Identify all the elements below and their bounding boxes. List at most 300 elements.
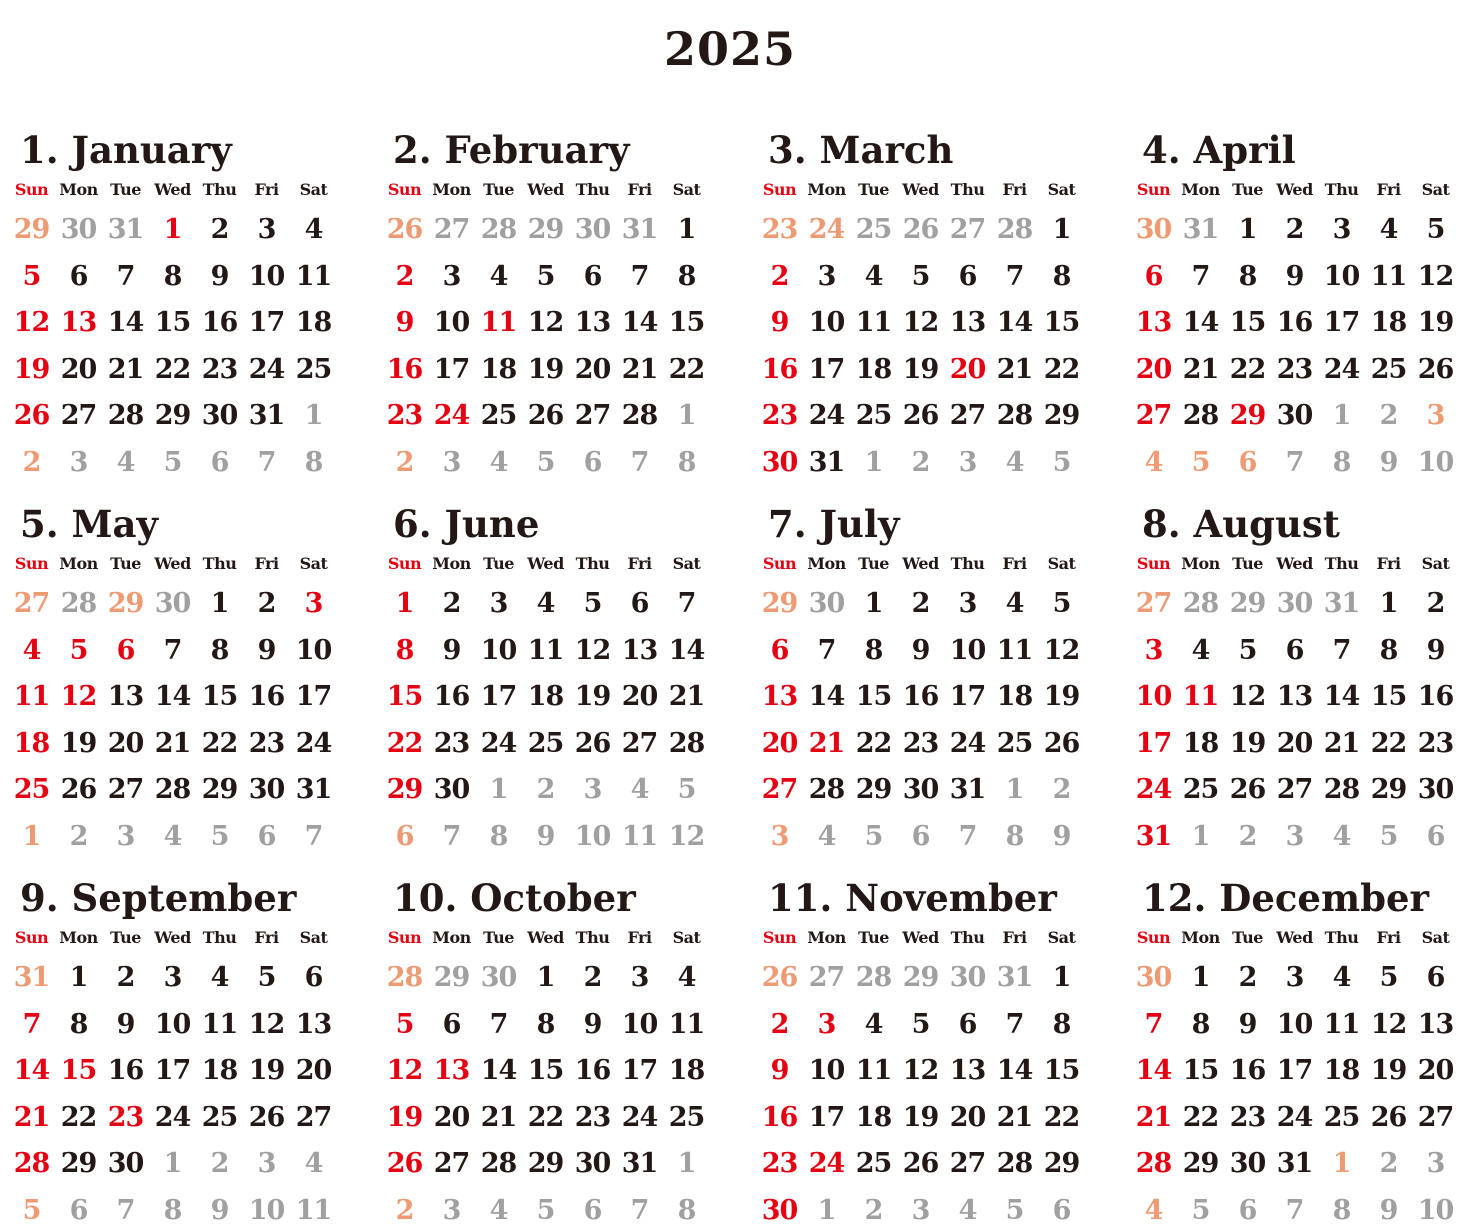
day-cell: 23 (1417, 727, 1454, 759)
day-cell: 19 (902, 1101, 939, 1133)
day-cell: 4 (1191, 634, 1210, 666)
day-cell: 10 (808, 1055, 845, 1086)
weekday-header (381, 554, 709, 573)
day-cell: 1 (304, 400, 323, 431)
day-cell: 14 (1135, 1055, 1172, 1086)
weekday-sun: Sun (1136, 554, 1171, 573)
day-cell: 6 (116, 634, 135, 666)
day-cell: 29 (154, 400, 191, 431)
day-cell: 8 (677, 1194, 696, 1226)
week-row (756, 724, 1084, 764)
day-cell: 27 (574, 400, 611, 431)
day-cell: 11 (295, 1194, 332, 1226)
day-cell: 7 (1005, 260, 1024, 292)
month-title: 4. April (1142, 128, 1296, 172)
day-cell: 5 (677, 774, 696, 805)
weekday-sat: Sat (1421, 180, 1450, 199)
weekday-sun: Sun (14, 928, 49, 947)
day-cell: 7 (1144, 1008, 1163, 1040)
day-cell: 18 (1182, 727, 1219, 759)
day-cell: 13 (1135, 307, 1172, 338)
weekday-wed: Wed (1276, 180, 1313, 199)
day-cell: 5 (536, 446, 555, 478)
day-cell: 9 (442, 634, 461, 666)
day-cell: 4 (489, 260, 508, 292)
day-cell: 9 (770, 307, 789, 338)
week-row (1130, 443, 1458, 483)
day-cell: 4 (1144, 1194, 1163, 1226)
day-cell: 14 (1182, 307, 1219, 338)
weekday-sat: Sat (1421, 928, 1450, 947)
day-cell: 15 (1043, 307, 1080, 338)
weekday-sun: Sun (387, 554, 422, 573)
day-cell: 31 (1323, 588, 1360, 619)
day-cell: 3 (163, 962, 182, 993)
day-cell: 7 (677, 588, 696, 619)
day-cell: 22 (1229, 353, 1266, 385)
week-row (8, 677, 336, 717)
day-cell: 2 (116, 962, 135, 993)
day-cell: 30 (107, 1148, 144, 1179)
day-cell: 26 (527, 400, 564, 431)
month-title: 5. May (20, 502, 158, 546)
day-cell: 29 (761, 588, 798, 619)
day-cell: 31 (621, 214, 658, 245)
weekday-tue: Tue (483, 180, 514, 199)
day-cell: 9 (770, 1055, 789, 1086)
day-cell: 18 (1370, 307, 1407, 338)
day-cell: 20 (761, 727, 798, 759)
day-cell: 9 (1285, 260, 1304, 292)
day-cell: 30 (574, 214, 611, 245)
weekday-sat: Sat (672, 928, 701, 947)
day-cell: 6 (1052, 1194, 1071, 1226)
day-cell: 12 (1229, 681, 1266, 712)
day-cell: 6 (210, 446, 229, 478)
day-cell: 23 (433, 727, 470, 759)
week-row (8, 724, 336, 764)
day-cell: 27 (949, 1148, 986, 1179)
day-cell: 3 (770, 820, 789, 852)
day-cell: 2 (69, 820, 88, 852)
day-cell: 5 (163, 446, 182, 478)
day-cell: 12 (386, 1055, 423, 1086)
day-cell: 6 (1238, 446, 1257, 478)
weekday-thu: Thu (950, 554, 985, 573)
day-cell: 12 (1043, 634, 1080, 666)
day-cell: 21 (621, 353, 658, 385)
day-cell: 5 (1191, 1194, 1210, 1226)
day-cell: 28 (808, 774, 845, 805)
day-cell: 23 (386, 400, 423, 431)
day-cell: 4 (1379, 214, 1398, 245)
weekday-mon: Mon (807, 180, 846, 199)
day-cell: 21 (808, 727, 845, 759)
day-cell: 12 (1417, 260, 1454, 292)
day-cell: 6 (583, 446, 602, 478)
day-cell: 21 (996, 1101, 1033, 1133)
month-6 (381, 502, 709, 857)
day-cell: 17 (808, 353, 845, 385)
week-row (8, 350, 336, 390)
day-cell: 9 (210, 260, 229, 292)
weekday-mon: Mon (1181, 928, 1220, 947)
day-cell: 4 (210, 962, 229, 993)
day-cell: 2 (442, 588, 461, 619)
day-cell: 15 (201, 681, 238, 712)
day-cell: 1 (536, 962, 555, 993)
day-cell: 19 (574, 681, 611, 712)
weekday-fri: Fri (254, 180, 279, 199)
week-row (381, 350, 709, 390)
week-row (8, 1005, 336, 1045)
day-cell: 8 (1332, 446, 1351, 478)
day-cell: 2 (770, 260, 789, 292)
day-cell: 6 (1238, 1194, 1257, 1226)
day-cell: 9 (583, 1008, 602, 1040)
day-cell: 11 (996, 634, 1033, 666)
day-cell: 9 (911, 634, 930, 666)
day-cell: 6 (630, 588, 649, 619)
day-cell: 13 (60, 307, 97, 338)
day-cell: 8 (677, 446, 696, 478)
day-cell: 30 (574, 1148, 611, 1179)
month-3 (756, 128, 1084, 483)
weekday-mon: Mon (59, 928, 98, 947)
day-cell: 1 (395, 588, 414, 619)
day-cell: 21 (668, 681, 705, 712)
day-cell: 24 (248, 353, 285, 385)
day-cell: 15 (1182, 1055, 1219, 1086)
day-cell: 24 (949, 727, 986, 759)
weekday-wed: Wed (154, 554, 191, 573)
day-cell: 12 (902, 307, 939, 338)
week-row (381, 1191, 709, 1231)
day-cell: 8 (536, 1008, 555, 1040)
day-cell: 12 (13, 307, 50, 338)
day-cell: 12 (902, 1055, 939, 1086)
weekday-wed: Wed (527, 554, 564, 573)
day-cell: 21 (1323, 727, 1360, 759)
day-cell: 8 (1005, 820, 1024, 852)
day-cell: 20 (1417, 1055, 1454, 1086)
day-cell: 4 (677, 962, 696, 993)
day-cell: 31 (248, 400, 285, 431)
weekday-thu: Thu (575, 180, 610, 199)
day-cell: 22 (1043, 1101, 1080, 1133)
day-cell: 31 (621, 1148, 658, 1179)
day-cell: 16 (201, 307, 238, 338)
weekday-fri: Fri (1376, 554, 1401, 573)
day-cell: 4 (1144, 446, 1163, 478)
day-cell: 11 (1182, 681, 1219, 712)
day-cell: 17 (248, 307, 285, 338)
day-cell: 16 (761, 1101, 798, 1133)
day-cell: 2 (395, 260, 414, 292)
day-cell: 23 (201, 353, 238, 385)
day-cell: 24 (808, 1148, 845, 1179)
day-cell: 11 (527, 634, 564, 666)
day-cell: 24 (433, 400, 470, 431)
weekday-wed: Wed (902, 928, 939, 947)
month-title: 7. July (768, 502, 900, 546)
weekday-wed: Wed (527, 180, 564, 199)
day-cell: 1 (22, 820, 41, 852)
weekday-sun: Sun (387, 180, 422, 199)
day-cell: 28 (1182, 400, 1219, 431)
day-cell: 22 (154, 353, 191, 385)
day-cell: 16 (902, 681, 939, 712)
day-cell: 28 (996, 1148, 1033, 1179)
day-cell: 18 (855, 1101, 892, 1133)
weekday-sat: Sat (1047, 928, 1076, 947)
day-cell: 22 (668, 353, 705, 385)
weekday-tue: Tue (483, 928, 514, 947)
weekday-mon: Mon (807, 554, 846, 573)
week-row (756, 817, 1084, 857)
weekday-fri: Fri (254, 554, 279, 573)
weekday-sun: Sun (1136, 928, 1171, 947)
day-cell: 12 (1370, 1008, 1407, 1040)
day-cell: 3 (116, 820, 135, 852)
week-row (1130, 1144, 1458, 1184)
day-cell: 14 (996, 307, 1033, 338)
week-row (756, 1005, 1084, 1045)
day-cell: 31 (295, 774, 332, 805)
month-title: 3. March (768, 128, 954, 172)
month-2 (381, 128, 709, 483)
week-row (8, 257, 336, 297)
day-cell: 11 (13, 681, 50, 712)
day-cell: 30 (1417, 774, 1454, 805)
week-row (8, 443, 336, 483)
day-cell: 11 (295, 260, 332, 292)
week-row (381, 303, 709, 343)
day-cell: 4 (536, 588, 555, 619)
day-cell: 5 (1005, 1194, 1024, 1226)
day-cell: 30 (949, 962, 986, 993)
week-row (756, 303, 1084, 343)
day-cell: 31 (1182, 214, 1219, 245)
day-cell: 22 (386, 727, 423, 759)
day-cell: 24 (295, 727, 332, 759)
day-cell: 8 (1052, 260, 1071, 292)
month-title: 9. September (20, 876, 297, 920)
day-cell: 5 (911, 1008, 930, 1040)
day-cell: 6 (583, 1194, 602, 1226)
week-row (1130, 958, 1458, 998)
week-row (381, 443, 709, 483)
day-cell: 19 (1043, 681, 1080, 712)
day-cell: 1 (69, 962, 88, 993)
day-cell: 30 (902, 774, 939, 805)
day-cell: 23 (761, 1148, 798, 1179)
day-cell: 12 (574, 634, 611, 666)
week-row (756, 1191, 1084, 1231)
week-row (756, 584, 1084, 624)
weekday-thu: Thu (1324, 180, 1359, 199)
day-cell: 1 (489, 774, 508, 805)
weekday-thu: Thu (575, 554, 610, 573)
day-cell: 22 (60, 1101, 97, 1133)
day-cell: 3 (630, 962, 649, 993)
week-row (8, 958, 336, 998)
day-cell: 19 (386, 1101, 423, 1133)
day-cell: 11 (1370, 260, 1407, 292)
weekday-thu: Thu (202, 928, 237, 947)
day-cell: 5 (1191, 446, 1210, 478)
week-row (8, 1051, 336, 1091)
month-title: 6. June (393, 502, 540, 546)
day-cell: 5 (536, 260, 555, 292)
day-cell: 30 (761, 446, 798, 478)
day-cell: 25 (668, 1101, 705, 1133)
day-cell: 3 (817, 1008, 836, 1040)
day-cell: 8 (304, 446, 323, 478)
day-cell: 2 (1052, 774, 1071, 805)
day-cell: 20 (107, 727, 144, 759)
day-cell: 22 (201, 727, 238, 759)
week-row (756, 770, 1084, 810)
day-cell: 20 (433, 1101, 470, 1133)
day-cell: 19 (248, 1055, 285, 1086)
day-cell: 2 (864, 1194, 883, 1226)
day-cell: 5 (22, 1194, 41, 1226)
weekday-sat: Sat (299, 554, 328, 573)
day-cell: 15 (1370, 681, 1407, 712)
day-cell: 28 (621, 400, 658, 431)
day-cell: 1 (163, 214, 182, 245)
day-cell: 15 (527, 1055, 564, 1086)
day-cell: 11 (855, 1055, 892, 1086)
day-cell: 14 (1323, 681, 1360, 712)
day-cell: 1 (163, 1148, 182, 1179)
day-cell: 3 (958, 446, 977, 478)
day-cell: 28 (1135, 1148, 1172, 1179)
weekday-sun: Sun (762, 180, 797, 199)
day-cell: 9 (1379, 446, 1398, 478)
day-cell: 18 (201, 1055, 238, 1086)
weekday-thu: Thu (202, 554, 237, 573)
day-cell: 13 (1417, 1008, 1454, 1040)
day-cell: 2 (22, 446, 41, 478)
day-cell: 16 (386, 353, 423, 385)
day-cell: 5 (1238, 634, 1257, 666)
day-cell: 10 (154, 1008, 191, 1040)
day-cell: 2 (1426, 588, 1445, 619)
day-cell: 25 (855, 214, 892, 245)
day-cell: 3 (1144, 634, 1163, 666)
day-cell: 28 (107, 400, 144, 431)
day-cell: 19 (60, 727, 97, 759)
day-cell: 4 (22, 634, 41, 666)
day-cell: 18 (295, 307, 332, 338)
day-cell: 25 (855, 1148, 892, 1179)
day-cell: 17 (433, 353, 470, 385)
day-cell: 17 (808, 1101, 845, 1133)
day-cell: 27 (433, 1148, 470, 1179)
day-cell: 7 (22, 1008, 41, 1040)
week-row (381, 631, 709, 671)
day-cell: 16 (761, 353, 798, 385)
day-cell: 21 (154, 727, 191, 759)
day-cell: 3 (817, 260, 836, 292)
day-cell: 5 (1052, 446, 1071, 478)
weekday-mon: Mon (59, 180, 98, 199)
day-cell: 5 (1052, 588, 1071, 619)
weekday-tue: Tue (858, 180, 889, 199)
day-cell: 26 (386, 214, 423, 245)
day-cell: 1 (864, 588, 883, 619)
week-row (8, 303, 336, 343)
day-cell: 21 (107, 353, 144, 385)
weekday-wed: Wed (154, 928, 191, 947)
weekday-sun: Sun (762, 928, 797, 947)
day-cell: 27 (621, 727, 658, 759)
weekday-fri: Fri (627, 928, 652, 947)
day-cell: 13 (107, 681, 144, 712)
day-cell: 8 (163, 1194, 182, 1226)
day-cell: 7 (1191, 260, 1210, 292)
day-cell: 11 (1323, 1008, 1360, 1040)
day-cell: 20 (949, 1101, 986, 1133)
day-cell: 19 (527, 353, 564, 385)
week-row (1130, 770, 1458, 810)
day-cell: 23 (574, 1101, 611, 1133)
day-cell: 25 (855, 400, 892, 431)
day-cell: 7 (163, 634, 182, 666)
day-cell: 17 (295, 681, 332, 712)
day-cell: 13 (949, 1055, 986, 1086)
day-cell: 30 (1229, 1148, 1266, 1179)
day-cell: 1 (817, 1194, 836, 1226)
weekday-fri: Fri (627, 180, 652, 199)
day-cell: 12 (248, 1008, 285, 1040)
day-cell: 9 (1238, 1008, 1257, 1040)
day-cell: 4 (630, 774, 649, 805)
day-cell: 5 (911, 260, 930, 292)
week-row (381, 210, 709, 250)
day-cell: 4 (489, 1194, 508, 1226)
day-cell: 20 (60, 353, 97, 385)
day-cell: 9 (210, 1194, 229, 1226)
day-cell: 24 (808, 400, 845, 431)
day-cell: 29 (107, 588, 144, 619)
day-cell: 19 (13, 353, 50, 385)
day-cell: 20 (1276, 727, 1313, 759)
day-cell: 2 (536, 774, 555, 805)
day-cell: 6 (257, 820, 276, 852)
day-cell: 13 (433, 1055, 470, 1086)
day-cell: 18 (480, 353, 517, 385)
day-cell: 1 (210, 588, 229, 619)
day-cell: 15 (154, 307, 191, 338)
day-cell: 4 (1332, 962, 1351, 993)
weekday-wed: Wed (1276, 554, 1313, 573)
weekday-sat: Sat (299, 928, 328, 947)
weekday-tue: Tue (110, 554, 141, 573)
day-cell: 2 (1379, 1148, 1398, 1179)
weekday-fri: Fri (1002, 180, 1027, 199)
day-cell: 29 (433, 962, 470, 993)
week-row (1130, 584, 1458, 624)
day-cell: 20 (621, 681, 658, 712)
week-row (756, 443, 1084, 483)
day-cell: 3 (1285, 820, 1304, 852)
day-cell: 18 (13, 727, 50, 759)
day-cell: 26 (386, 1148, 423, 1179)
day-cell: 8 (69, 1008, 88, 1040)
